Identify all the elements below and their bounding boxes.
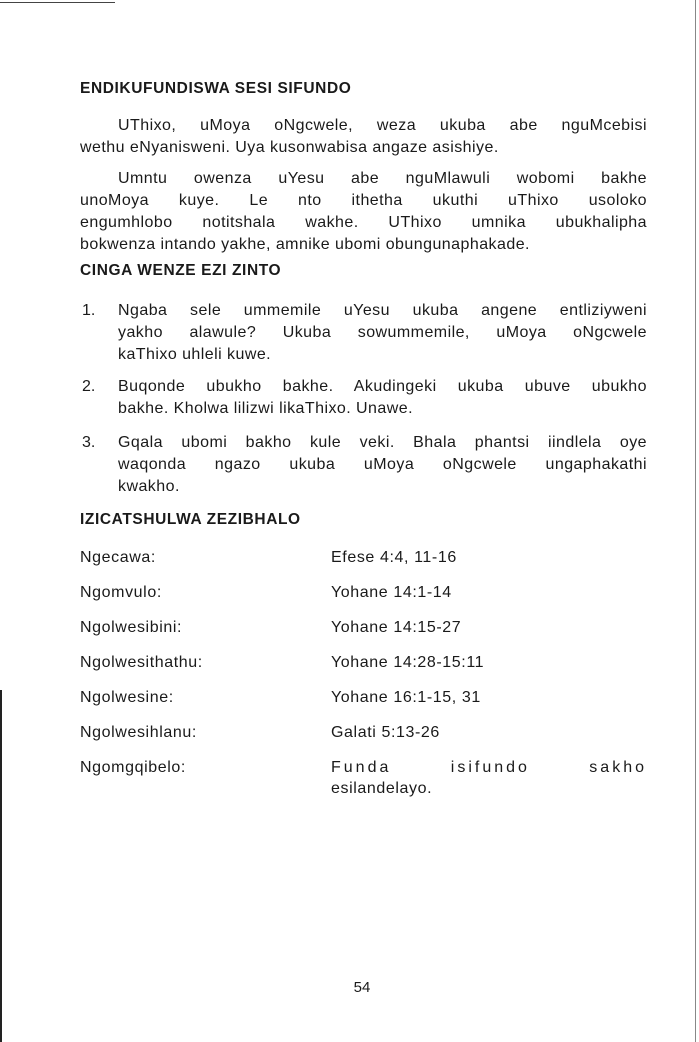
reading-reference-continued: esilandelayo.: [331, 780, 433, 797]
reading-day: Ngolwesithathu:: [80, 654, 203, 671]
list-number: 2.: [82, 378, 96, 395]
text-line: bakhe. Kholwa lilizwi likaThixo. Unawe.: [118, 400, 414, 417]
reading-day: Ngolwesibini:: [80, 619, 183, 636]
text-line: engumhlobo notitshala wakhe. UThixo umnika ubukhalipha: [80, 214, 647, 231]
scan-edge-right: [695, 0, 696, 1042]
text-line: kwakho.: [118, 478, 180, 495]
text-line: UThixo, uMoya oNgcwele, weza ukuba abe nguMcebisi: [118, 117, 647, 134]
reading-reference: Yohane 14:28-15:11: [331, 654, 485, 671]
reading-day: Ngecawa:: [80, 549, 156, 566]
text-line: kaThixo uhleli kuwe.: [118, 346, 272, 363]
text-line: bokwenza intando yakhe, amnike ubomi obungunaphakade.: [80, 236, 530, 253]
reading-day: Ngomgqibelo:: [80, 759, 186, 776]
text-line: wethu eNyanisweni. Uya kusonwabisa angaze asishiye.: [80, 139, 499, 156]
text-line: unoMoya kuye. Le nto ithetha ukuthi uThixo usoloko: [80, 192, 647, 209]
scan-edge-left: [0, 690, 2, 1042]
reading-reference: Yohane 14:1-14: [331, 584, 452, 601]
list-number: 3.: [82, 434, 96, 451]
page-number: 54: [353, 979, 371, 996]
section-heading-think-and-do: CINGA WENZE EZI ZINTO: [80, 262, 282, 279]
text-line: Gqala ubomi bakho kule veki. Bhala phantsi iindlela oye: [118, 434, 647, 451]
text-line: yakho alawule? Ukuba sowummemile, uMoya oNgcwele: [118, 324, 647, 341]
text-line: Buqonde ubukho bakhe. Akudingeki ukuba ubuve ubukho: [118, 378, 647, 395]
reading-reference: Efese 4:4, 11-16: [331, 549, 457, 566]
reading-day: Ngomvulo:: [80, 584, 162, 601]
text-line: waqonda ngazo ukuba uMoya oNgcwele ungaphakathi: [118, 456, 647, 473]
reading-day: Ngolwesihlanu:: [80, 724, 197, 741]
text-line: Ngaba sele ummemile uYesu ukuba angene entliziyweni: [118, 302, 647, 319]
list-number: 1.: [82, 302, 96, 319]
section-heading-scripture-readings: IZICATSHULWA ZEZIBHALO: [80, 511, 301, 528]
reading-day: Ngolwesine:: [80, 689, 174, 706]
reading-reference: Galati 5:13-26: [331, 724, 440, 741]
text-line: Umntu owenza uYesu abe nguMlawuli wobomi bakhe: [118, 170, 647, 187]
reading-reference: Funda isifundo sakho: [331, 759, 647, 776]
scan-edge-top: [0, 2, 115, 3]
reading-reference: Yohane 16:1-15, 31: [331, 689, 481, 706]
section-heading-lesson-teaching: ENDIKUFUNDISWA SESI SIFUNDO: [80, 80, 352, 97]
reading-reference: Yohane 14:15-27: [331, 619, 462, 636]
